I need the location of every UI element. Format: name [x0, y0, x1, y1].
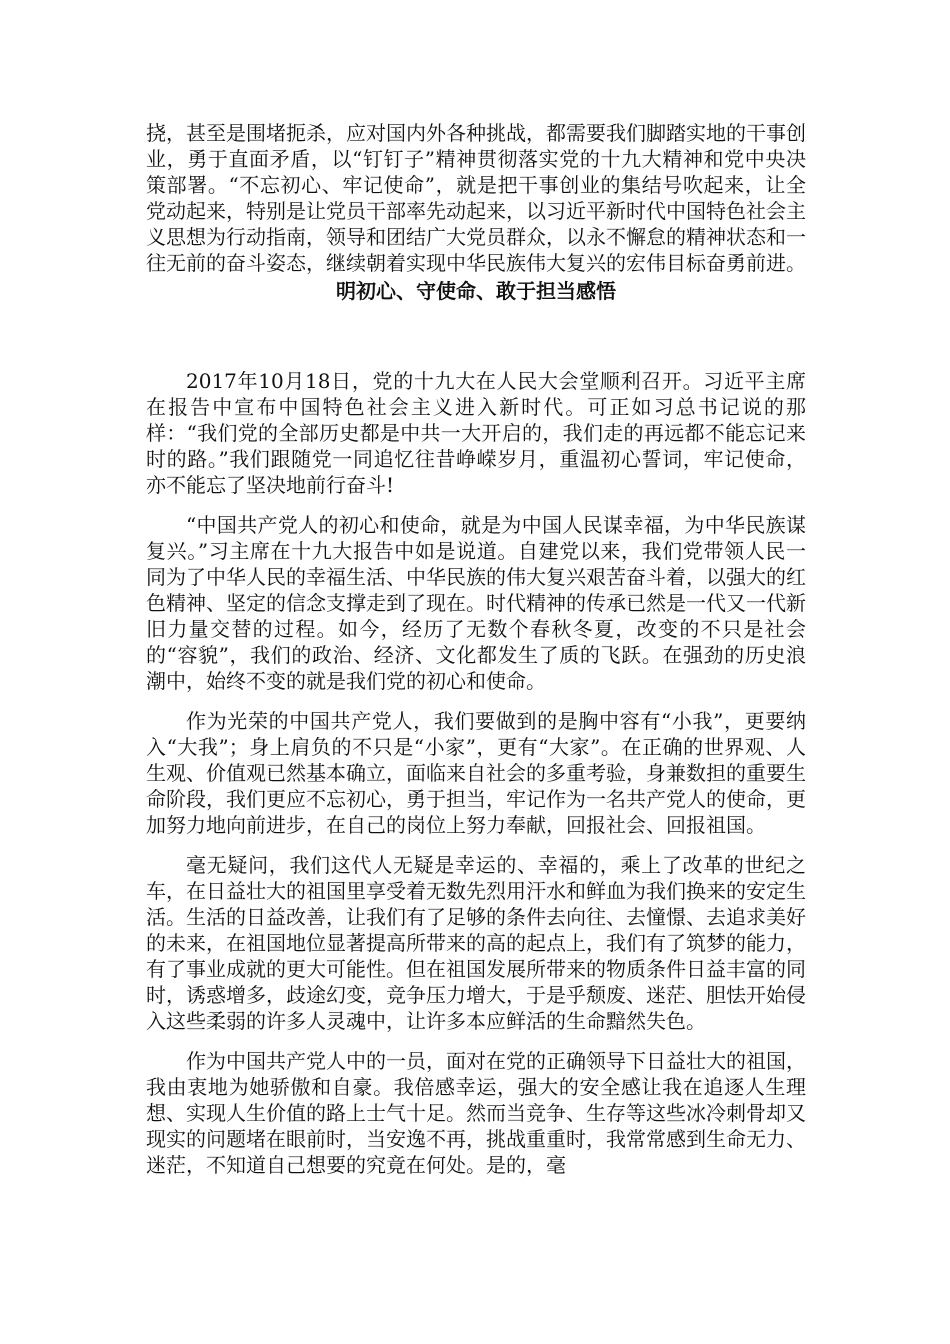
paragraph-4: 毫无疑问，我们这代人无疑是幸运的、幸福的，乘上了改革的世纪之车，在日益壮大的祖国里享受着无数先烈用汗水和鲜血为我们换来的安定生活。生活的日益改善，让我们有了足够的条件去向往、去憧憬、去追求美好的未来，在祖国地位显著提高所带来的高的起点上，我们有了筑梦的能力，有了事业成就的更大可能性。但在祖国发展所带来的物质条件日益丰富的同时，诱惑增多，歧途幻变，竞争压力增大，于是乎颓废、迷茫、胆怯开始侵入这些柔弱的许多人灵魂中，让许多本应鲜活的生命黯然失色。 — [146, 853, 806, 1033]
title-spacer — [146, 304, 806, 368]
document-page — [146, 120, 806, 1192]
paragraph-1: 2017年10月18日，党的十九大在人民大会堂顺利召开。习近平主席在报告中宣布中国特色社会主义进入新时代。可正如习总书记说的那样：“我们党的全部历史都是中共一大开启的，我们走的再远都不能忘记来时的路。”我们跟随党一同追忆往昔峥嵘岁月，重温初心誓词，牢记使命，亦不能忘了坚决地前行奋斗! — [146, 369, 806, 497]
paragraph-2: “中国共产党人的初心和使命，就是为中国人民谋幸福，为中华民族谋复兴。”习主席在十九大报告中如是说道。自建党以来，我们党带领人民一同为了中华人民的幸福生活、中华民族的伟大复兴艰苦奋斗着，以强大的红色精神、坚定的信念支撑走到了现在。时代精神的传承已然是一代又一代新旧力量交替的过程。如今，经历了无数个春秋冬夏，改变的不只是社会的“容貌”，我们的政治、经济、文化都发生了质的飞跃。在强劲的历史浪潮中，始终不变的就是我们党的初心和使命。 — [146, 513, 806, 693]
paragraph-3: 作为光荣的中国共产党人，我们要做到的是胸中容有“小我”，更要纳入“大我”；身上肩负的不只是“小家”，更有“大家”。在正确的世界观、人生观、价值观已然基本确立，面临来自社会的多重考验，身兼数担的重要生命阶段，我们更应不忘初心，勇于担当，牢记作为一名共产党人的使命，更加努力地向前进步，在自己的岗位上努力奉献，回报社会、回报祖国。 — [146, 709, 806, 837]
lead-paragraph: 挠，甚至是围堵扼杀，应对国内外各种挑战，都需要我们脚踏实地的干事创业，勇于直面矛盾，以“钉钉子”精神贯彻落实党的十九大精神和党中央决策部署。“不忘初心、牢记使命”，就是把干事创业的集结号吹起来，让全党动起来，特别是让党员干部率先动起来，以习近平新时代中国特色社会主义思想为行动指南，领导和团结广大党员群众，以永不懈怠的精神状态和一往无前的奋斗姿态，继续朝着实现中华民族伟大复兴的宏伟目标奋勇前进。 — [146, 121, 806, 275]
paragraph-5: 作为中国共产党人中的一员，面对在党的正确领导下日益壮大的祖国，我由衷地为她骄傲和自豪。我倍感幸运，强大的安全感让我在追逐人生理想、实现人生价值的路上士气十足。然而当竞争、生存等这些冰冷刺骨却又现实的问题堵在眼前时，当安逸不再，挑战重重时，我常常感到生命无力、迷茫，不知道自己想要的究竟在何处。是的，毫 — [146, 1049, 806, 1177]
essay-title: 明初心、守使命、敢于担当感悟 — [336, 279, 616, 303]
